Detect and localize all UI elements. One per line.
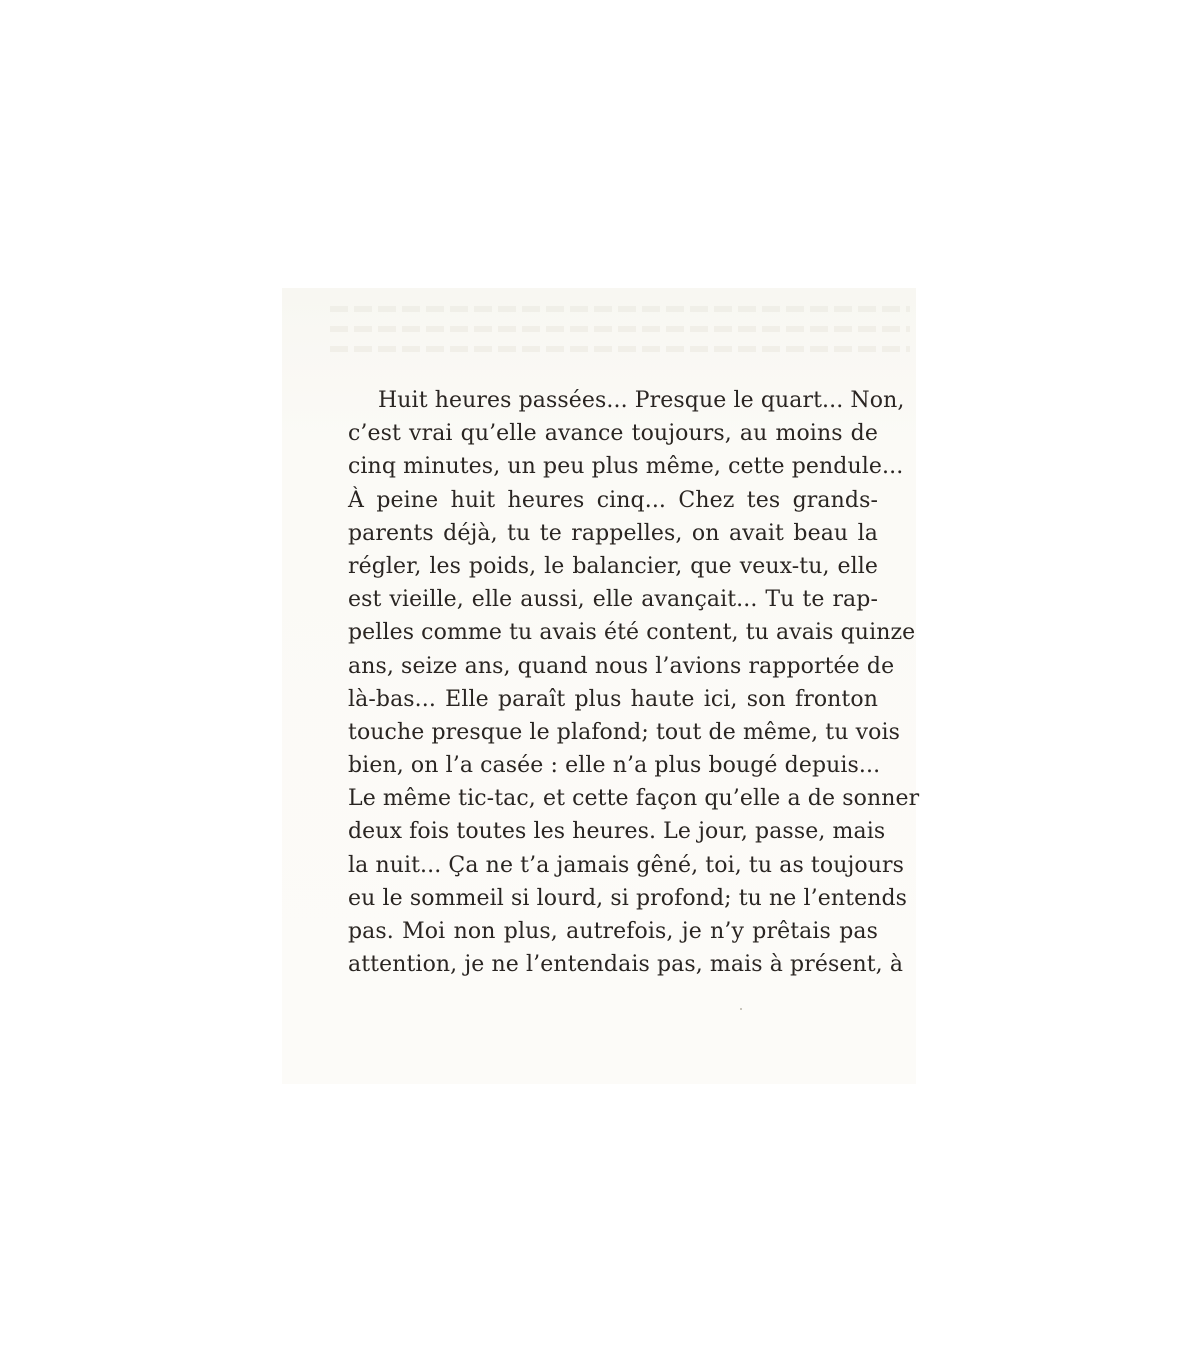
bleed-through-text [330,296,910,366]
text-line: ans, seize ans, quand nous l’avions rapportée de [348,653,895,679]
paper-speck [740,1008,742,1010]
text-line: touche presque le plafond; tout de même, tu vois [348,719,900,745]
text-line: Le même tic-tac, et cette façon qu’elle a de sonner [348,786,920,812]
text-line: eu le sommeil si lourd, si profond; tu ne l’entends [348,885,908,911]
text-line: régler, les poids, le balancier, que veux-tu, elle [348,553,878,579]
text-line: cinq minutes, un peu plus même, cette pendule... [348,454,904,480]
text-line: Huit heures passées... Presque le quart... Non, [378,388,905,413]
text-line: parents déjà, tu te rappelles, on avait beau la [348,520,878,546]
text-line: la nuit... Ça ne t’a jamais gêné, toi, tu as toujours [348,852,905,878]
text-line: pelles comme tu avais été content, tu avais quinze [348,620,916,646]
body-paragraph [348,384,920,981]
text-line: pas. Moi non plus, autrefois, je n’y prêtais pas [348,919,878,944]
text-line: attention, je ne l’entendais pas, mais à présent, à [348,952,904,978]
text-line: là-bas... Elle paraît plus haute ici, son fronton [348,686,878,712]
text-line: est vieille, elle aussi, elle avançait... Tu te rap- [348,587,878,613]
text-line: À peine huit heures cinq... Chez tes grands- [348,487,878,513]
text-line: c’est vrai qu’elle avance toujours, au moins de [348,421,878,447]
text-line: bien, on l’a casée : elle n’a plus bougé depuis... [348,753,881,779]
text-line: deux fois toutes les heures. Le jour, passe, mais [348,819,886,845]
